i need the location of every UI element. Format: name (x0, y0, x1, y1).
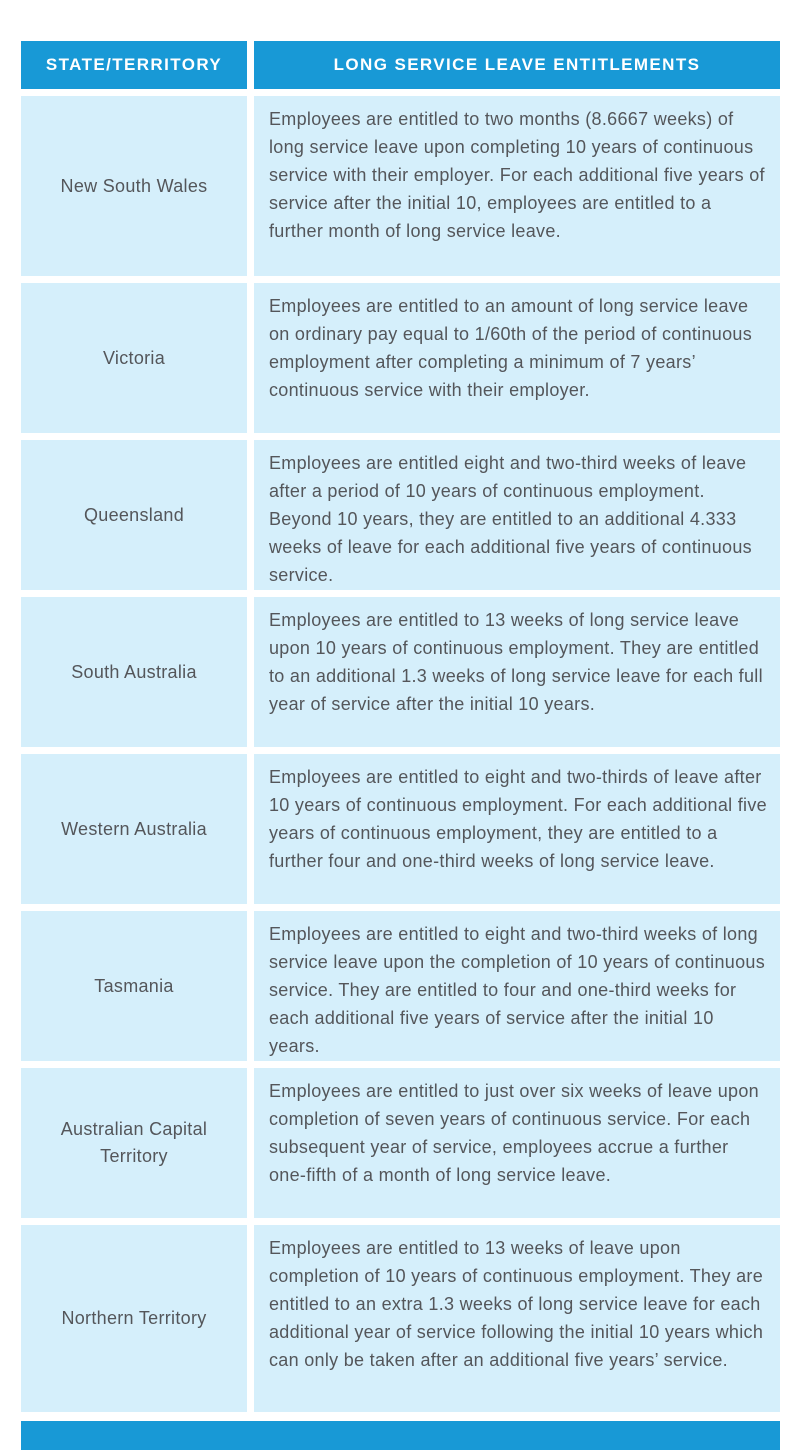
state-name-south-australia: South Australia (21, 597, 247, 747)
next-section-header-bar (21, 1421, 780, 1450)
state-name-western-australia: Western Australia (21, 754, 247, 904)
entitlement-text-australian-capital-territory: Employees are entitled to just over six weeks of leave upon completion of seven years of continuous service. For each subsequent year of service, employees accrue a further one-fifth of a month of long service leave. (254, 1068, 780, 1218)
entitlement-text-new-south-wales: Employees are entitled to two months (8.6667 weeks) of long service leave upon completing 10 years of continuous service with their employer. For each additional five years of service after the initial 10, employees are entitled to a further month of long service leave. (254, 96, 780, 276)
long-service-leave-table (21, 41, 780, 1412)
entitlement-text-northern-territory: Employees are entitled to 13 weeks of leave upon completion of 10 years of continuous employment. They are entitled to an extra 1.3 weeks of long service leave for each additional year of service following the initial 10 years which can only be taken after an additional five years’ service. (254, 1225, 780, 1412)
entitlement-text-south-australia: Employees are entitled to 13 weeks of long service leave upon 10 years of continuous employment. They are entitled to an additional 1.3 weeks of long service leave for each full year of service after the initial 10 years. (254, 597, 780, 747)
state-name-northern-territory: Northern Territory (21, 1225, 247, 1412)
state-name-victoria: Victoria (21, 283, 247, 433)
entitlement-text-queensland: Employees are entitled eight and two-third weeks of leave after a period of 10 years of continuous employment. Beyond 10 years, they are entitled to an additional 4.333 weeks of leave for each additional five years of continuous service. (254, 440, 780, 590)
state-name-new-south-wales: New South Wales (21, 96, 247, 276)
entitlement-text-victoria: Employees are entitled to an amount of long service leave on ordinary pay equal to 1/60th of the period of continuous employment after completing a minimum of 7 years’ continuous service with their employer. (254, 283, 780, 433)
entitlement-text-western-australia: Employees are entitled to eight and two-thirds of leave after 10 years of continuous employment. For each additional five years of continuous employment, they are entitled to a further four and one-third weeks of long service leave. (254, 754, 780, 904)
state-name-queensland: Queensland (21, 440, 247, 590)
state-name-tasmania: Tasmania (21, 911, 247, 1061)
column-header-state-territory: STATE/TERRITORY (21, 41, 247, 89)
state-name-australian-capital-territory: Australian Capital Territory (21, 1068, 247, 1218)
column-header-entitlements: LONG SERVICE LEAVE ENTITLEMENTS (254, 41, 780, 89)
entitlement-text-tasmania: Employees are entitled to eight and two-third weeks of long service leave upon the completion of 10 years of continuous service. They are entitled to four and one-third weeks for each additional five years of service after the initial 10 years. (254, 911, 780, 1061)
